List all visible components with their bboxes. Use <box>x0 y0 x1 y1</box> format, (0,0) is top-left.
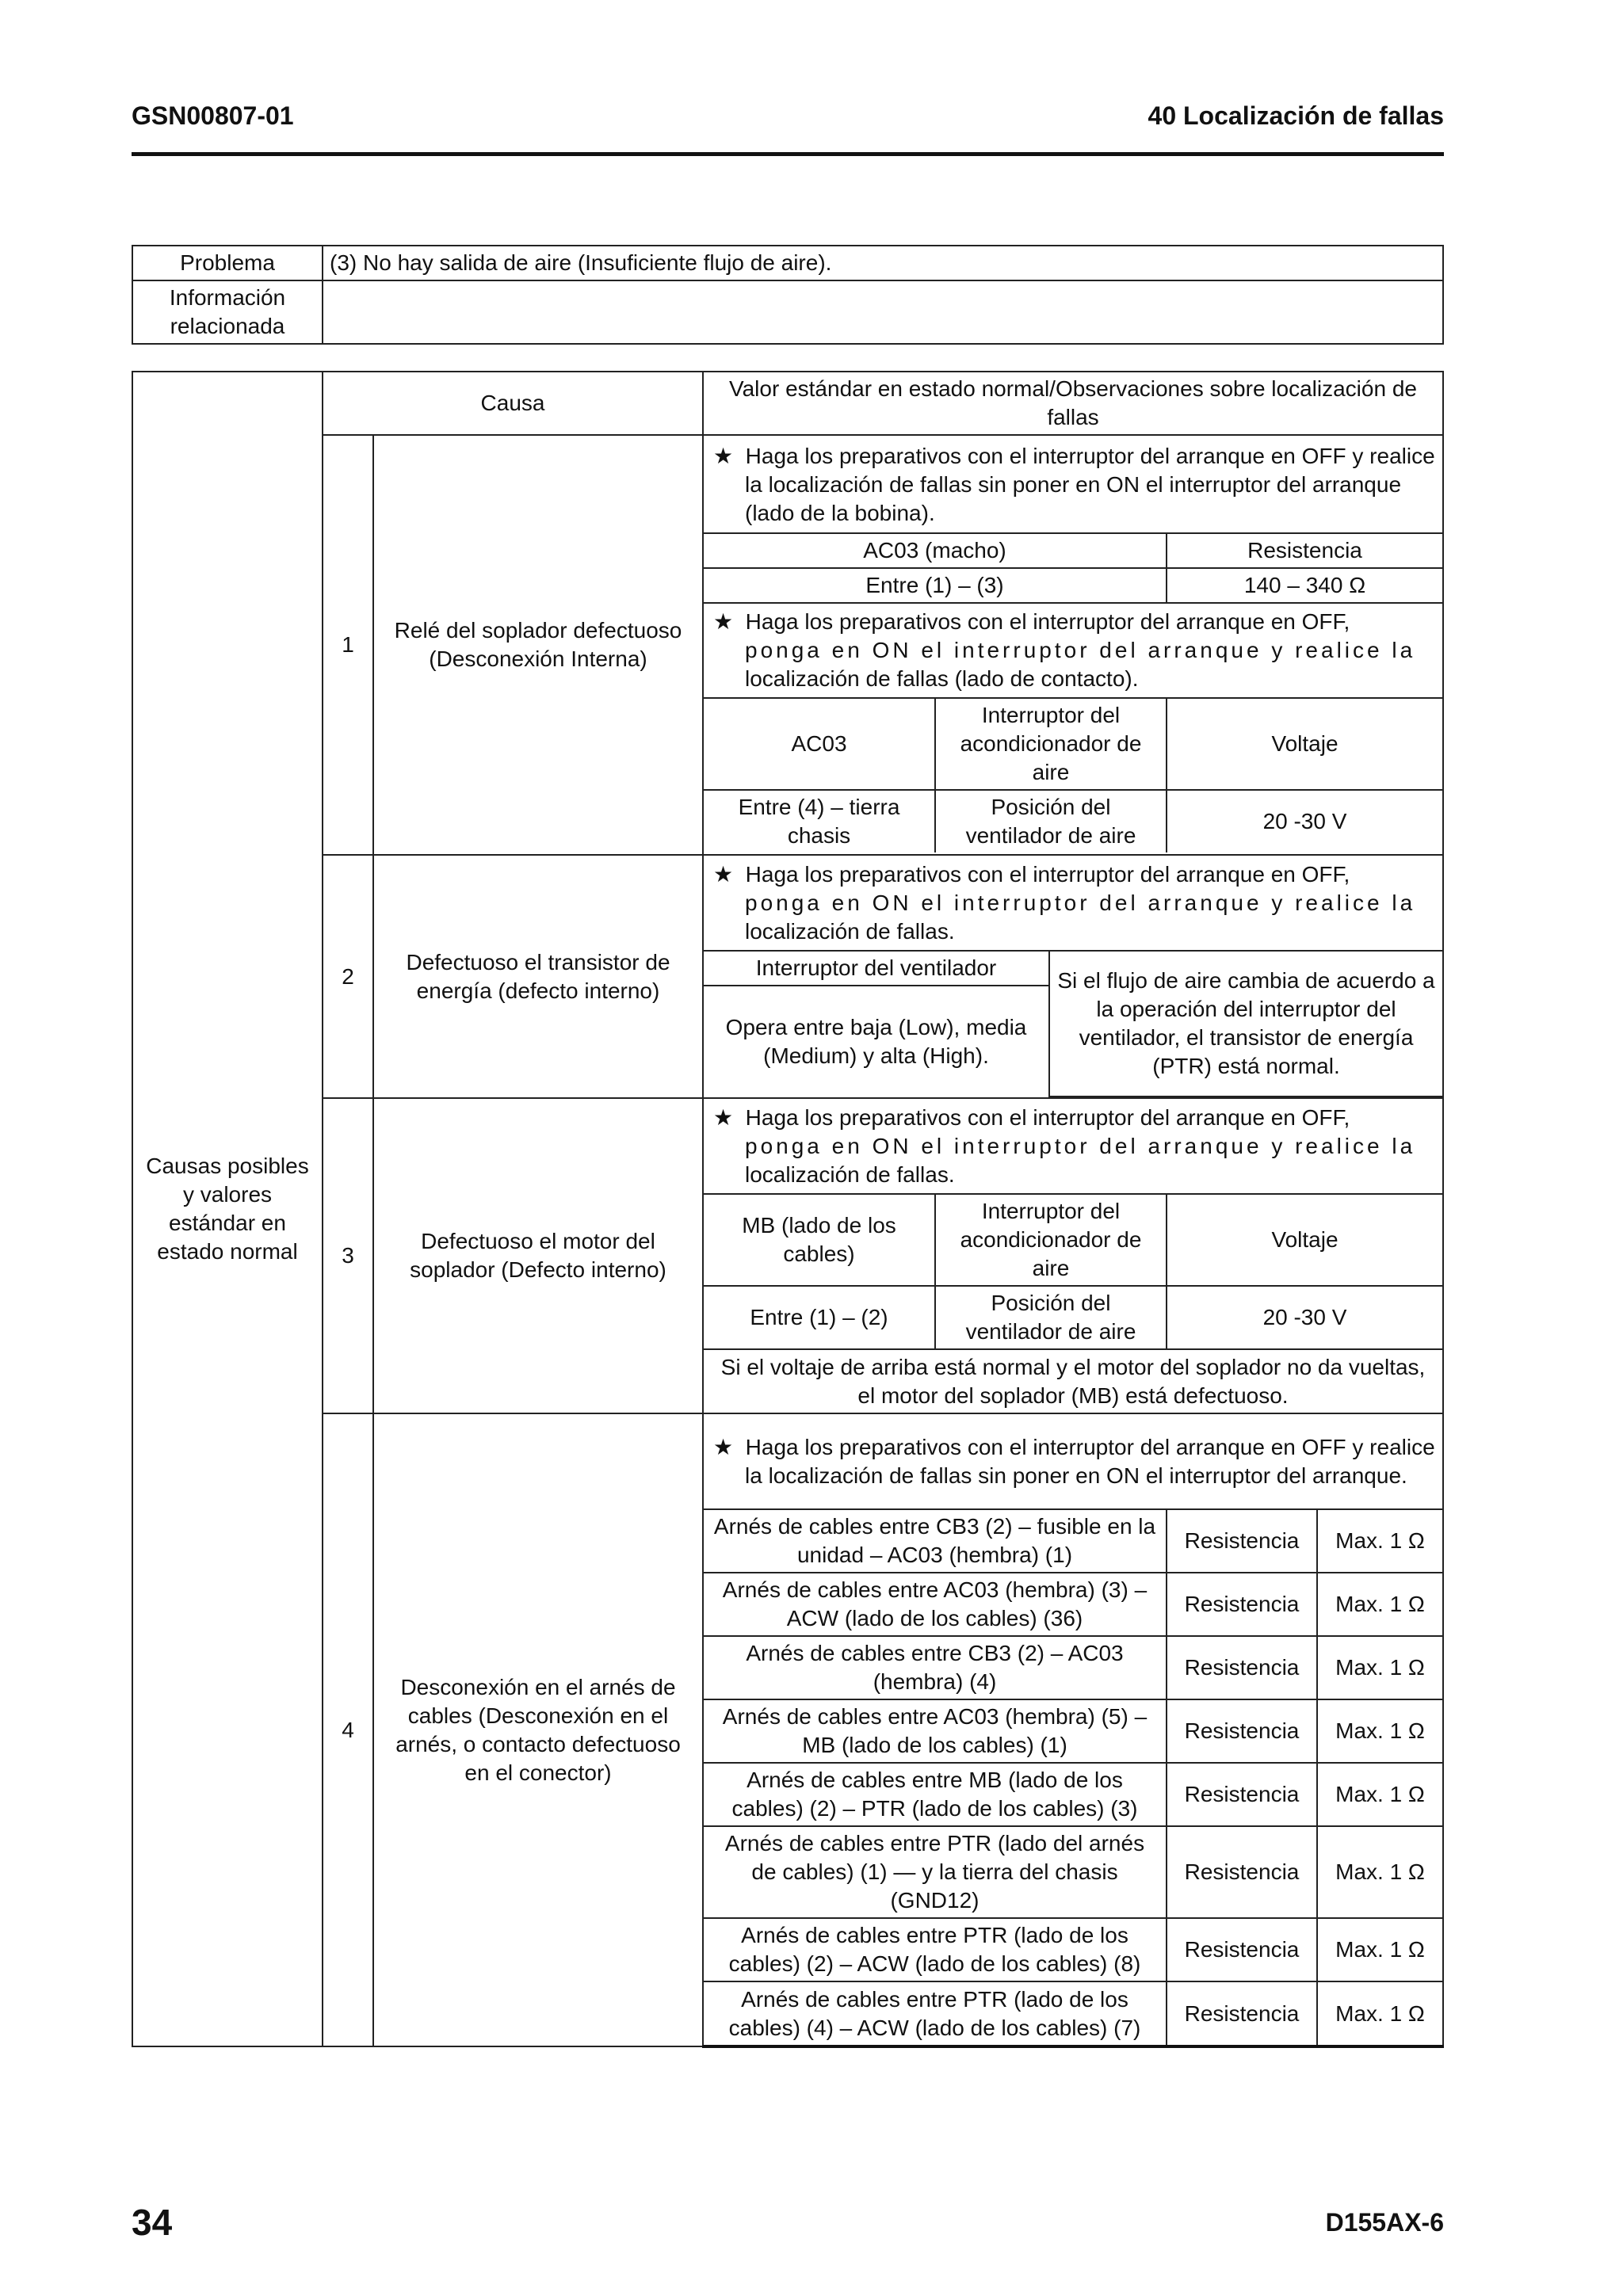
measure-point: Entre (1) – (2) <box>704 1286 935 1349</box>
measure-kind: Resistencia <box>1167 1763 1317 1826</box>
cause-3-detail <box>703 1098 1443 1413</box>
switch-operation: Opera entre baja (Low), media (Medium) y alta (High). <box>704 986 1049 1097</box>
switch-position: Posición del ventilador de aire <box>935 1286 1167 1349</box>
page-number: 34 <box>132 2202 173 2243</box>
measure-value: 140 – 340 Ω <box>1167 568 1442 603</box>
connector-header: MB (lado de los cables) <box>704 1194 935 1286</box>
value-header: Valor estándar en estado normal/Observaciones sobre localización de fallas <box>703 372 1443 435</box>
measure-value: Max. 1 Ω <box>1317 1636 1442 1699</box>
measure-kind: Resistencia <box>1167 1918 1317 1981</box>
note: ★ Haga los preparativos con el interruptor del arranque en OFF y realice la localización de fallas sin poner en ON el interruptor del arranque (lado de la bobina). <box>704 438 1442 533</box>
measure-kind: Resistencia <box>1167 1573 1317 1636</box>
harness-segment: Arnés de cables entre AC03 (hembra) (3) – ACW (lado de los cables) (36) <box>704 1573 1167 1636</box>
result-text: Si el flujo de aire cambia de acuerdo a la operación del interruptor del ventilador, el transistor de energía (PTR) está normal. <box>1049 951 1442 1097</box>
doc-code: GSN00807-01 <box>132 101 294 130</box>
related-info-label: Información relacionada <box>132 280 323 344</box>
measure-header: Voltaje <box>1167 698 1442 790</box>
measure-point: Entre (4) – tierra chasis <box>704 790 935 852</box>
result-text: Si el voltaje de arriba está normal y el motor del soplador no da vueltas, el motor del soplador (MB) está defectuoso. <box>704 1349 1442 1413</box>
model-code: D155AX-6 <box>1325 2208 1444 2237</box>
cause-text: Relé del soplador defectuoso (Desconexión Interna) <box>373 435 703 855</box>
switch-header: Interruptor del acondicionador de aire <box>935 698 1167 790</box>
measure-kind: Resistencia <box>1167 1636 1317 1699</box>
cause-2-detail <box>703 855 1443 1098</box>
problem-table <box>132 245 1444 345</box>
cause-number: 4 <box>323 1413 373 2046</box>
switch-header: Interruptor del acondicionador de aire <box>935 1194 1167 1286</box>
cause-header: Causa <box>323 372 703 435</box>
cause-number: 3 <box>323 1098 373 1413</box>
connector-header: AC03 (macho) <box>704 533 1167 568</box>
problem-value: (3) No hay salida de aire (Insuficiente flujo de aire). <box>323 246 1443 280</box>
measure-value: 20 -30 V <box>1167 1286 1442 1349</box>
harness-segment: Arnés de cables entre PTR (lado de los cables) (2) – ACW (lado de los cables) (8) <box>704 1918 1167 1981</box>
star-icon: ★ <box>713 608 734 634</box>
cause-number: 2 <box>323 855 373 1098</box>
cause-text: Desconexión en el arnés de cables (Desconexión en el arnés, o contacto defectuoso en el conector) <box>373 1413 703 2046</box>
causes-table <box>132 371 1444 2048</box>
side-label: Causas posibles y valores estándar en estado normal <box>132 372 323 2046</box>
measure-value: Max. 1 Ω <box>1317 1763 1442 1826</box>
measure-value: Max. 1 Ω <box>1317 1826 1442 1918</box>
cause-number: 1 <box>323 435 373 855</box>
measure-value: 20 -30 V <box>1167 790 1442 852</box>
measure-point: Entre (1) – (3) <box>704 568 1167 603</box>
note: ★ Haga los preparativos con el interruptor del arranque en OFF y realice la localización de fallas sin poner en ON el interruptor del arranque. <box>704 1414 1442 1509</box>
switch-header: Interruptor del ventilador <box>704 951 1049 986</box>
star-icon: ★ <box>713 1104 734 1130</box>
note: ★ Haga los preparativos con el interruptor del arranque en OFF, ponga en ON el interruptor del arranque y realice la localización de fallas. <box>704 1099 1442 1194</box>
note: ★ Haga los preparativos con el interruptor del arranque en OFF, ponga en ON el interruptor del arranque y realice la localización de fallas (lado de contacto). <box>704 603 1442 698</box>
harness-segment: Arnés de cables entre CB3 (2) – fusible en la unidad – AC03 (hembra) (1) <box>704 1509 1167 1573</box>
harness-segment: Arnés de cables entre PTR (lado de los cables) (4) – ACW (lado de los cables) (7) <box>704 1981 1167 2045</box>
star-icon: ★ <box>713 861 734 887</box>
harness-segment: Arnés de cables entre CB3 (2) – AC03 (hembra) (4) <box>704 1636 1167 1699</box>
measure-value: Max. 1 Ω <box>1317 1699 1442 1763</box>
related-info-value <box>323 280 1443 344</box>
star-icon: ★ <box>713 444 734 468</box>
measure-header: Voltaje <box>1167 1194 1442 1286</box>
measure-value: Max. 1 Ω <box>1317 1509 1442 1573</box>
cause-text: Defectuoso el transistor de energía (defecto interno) <box>373 855 703 1098</box>
switch-position: Posición del ventilador de aire <box>935 790 1167 852</box>
star-icon: ★ <box>713 1434 734 1459</box>
measure-kind: Resistencia <box>1167 1826 1317 1918</box>
cause-1-detail <box>703 435 1443 855</box>
header-rule <box>132 152 1444 156</box>
connector-header: AC03 <box>704 698 935 790</box>
cause-4-detail <box>703 1413 1443 2046</box>
harness-segment: Arnés de cables entre PTR (lado del arnés de cables) (1) — y la tierra del chasis (GND12) <box>704 1826 1167 1918</box>
measure-kind: Resistencia <box>1167 1981 1317 2045</box>
cause-text: Defectuoso el motor del soplador (Defecto interno) <box>373 1098 703 1413</box>
harness-segment: Arnés de cables entre AC03 (hembra) (5) – MB (lado de los cables) (1) <box>704 1699 1167 1763</box>
measure-value: Max. 1 Ω <box>1317 1981 1442 2045</box>
measure-value: Max. 1 Ω <box>1317 1918 1442 1981</box>
problem-label: Problema <box>132 246 323 280</box>
note: ★ Haga los preparativos con el interruptor del arranque en OFF, ponga en ON el interruptor del arranque y realice la localización de fallas. <box>704 856 1442 951</box>
measure-kind: Resistencia <box>1167 1509 1317 1573</box>
measure-kind: Resistencia <box>1167 1699 1317 1763</box>
section-title: 40 Localización de fallas <box>1148 101 1444 130</box>
measure-value: Max. 1 Ω <box>1317 1573 1442 1636</box>
harness-segment: Arnés de cables entre MB (lado de los cables) (2) – PTR (lado de los cables) (3) <box>704 1763 1167 1826</box>
measure-header: Resistencia <box>1167 533 1442 568</box>
